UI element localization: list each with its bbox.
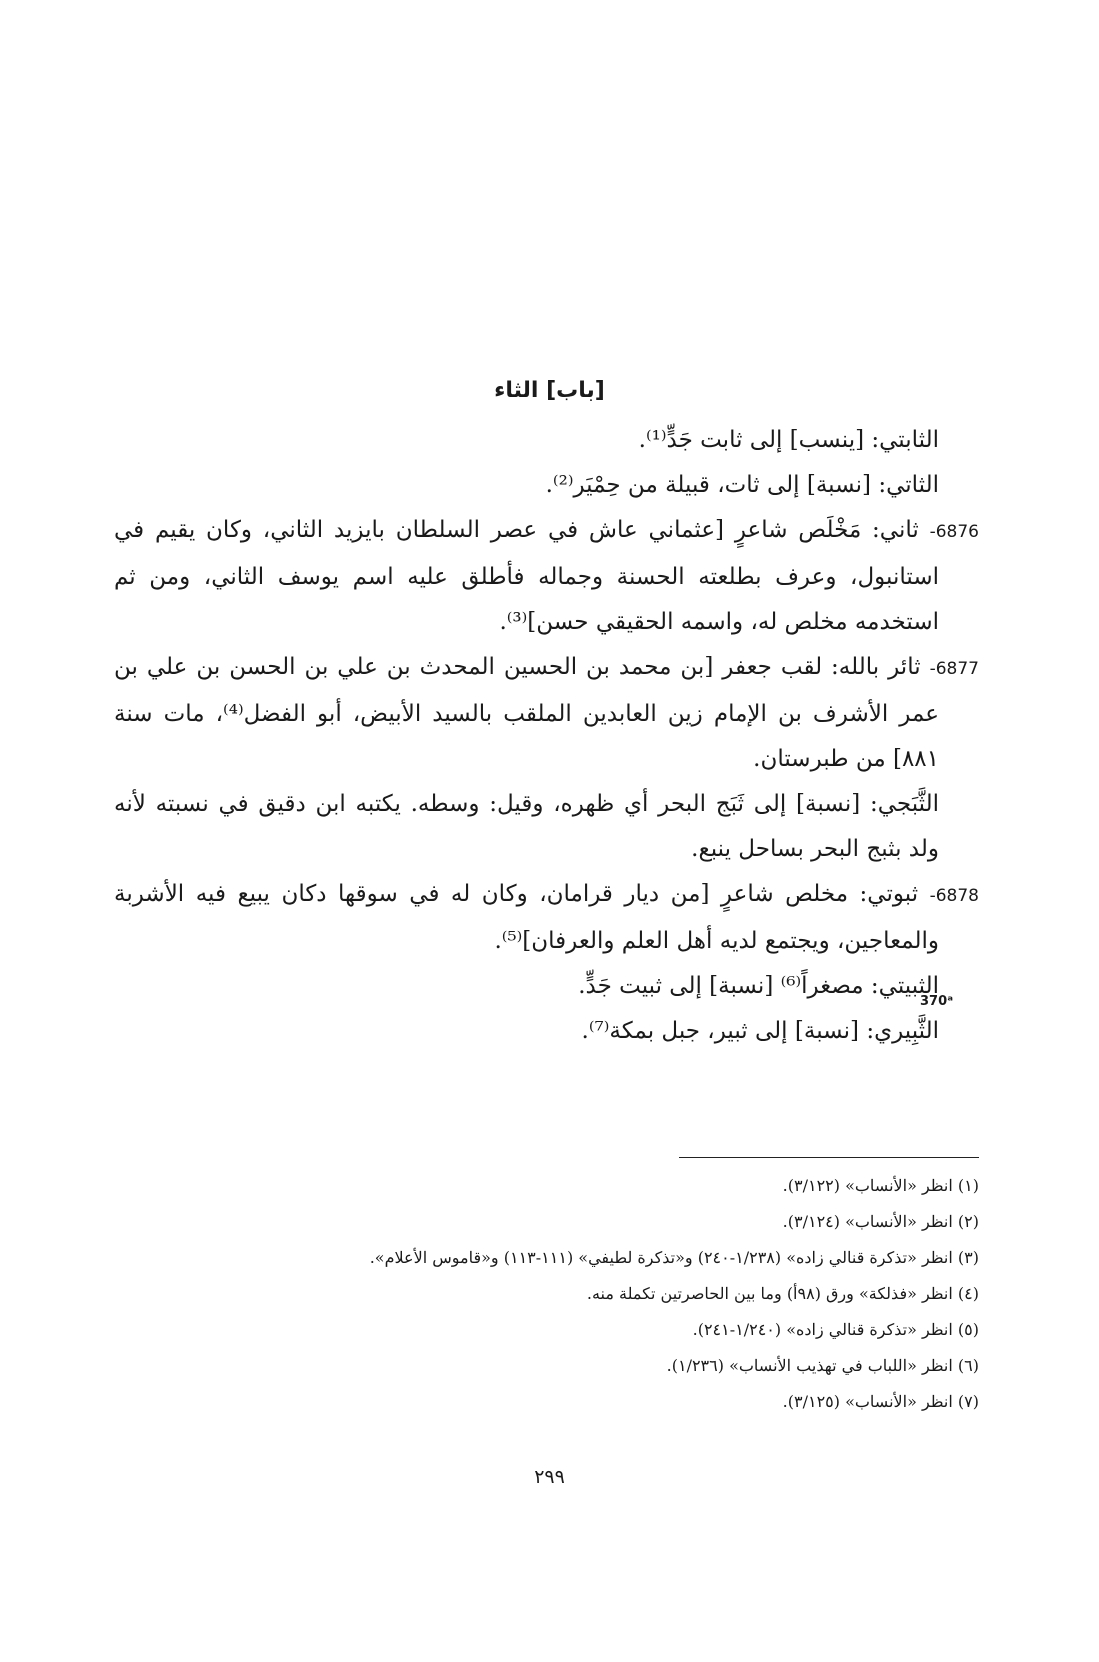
- entry-text: الثَّبِيري: [نسبة] إلى ثبير، جبل بمكة⁽⁷⁾.: [581, 1018, 939, 1044]
- footnote-divider: [679, 1157, 979, 1158]
- entry-number: 6876-: [929, 522, 979, 542]
- entry-text: الثَّبَجي: [نسبة] إلى ثَبَج البحر أي ظهره، وقيل: وسطه. يكتبه ابن دقيق في نسبته لأنه ولد بثبج البحر بساحل ينبع.: [114, 791, 939, 862]
- entry-text: ثائر بالله: لقب جعفر [بن محمد بن الحسين المحدث بن علي بن الحسن بن علي بن عمر الأشرف بن الإمام زين العابدين الملقب بالسيد الأبيض، أبو الفضل⁽⁴⁾، مات سنة ٨٨١] من طبرستان.: [114, 654, 939, 772]
- footnote-1: (١) انظر «الأنساب» (٣/١٢٢).: [782, 1176, 979, 1195]
- manuscript-folio-marker: 370ᵃ: [920, 994, 954, 1009]
- footnote-5: (٥) انظر «تذكرة قنالي زاده» (١/٢٤٠-٢٤١).: [692, 1320, 979, 1339]
- entry-thubayti: [114, 964, 979, 1009]
- footnote-3: (٣) انظر «تذكرة قنالي زاده» (١/٢٣٨-٢٤٠) و«تذكرة لطيفي» (١١١-١١٣) و«قاموس الأعلام».: [369, 1248, 979, 1267]
- entry-6877: [114, 645, 979, 782]
- entry-text: الثابتي: [ينسب] إلى ثابت جَدٍّ⁽¹⁾.: [638, 427, 939, 453]
- footnote-7: (٧) انظر «الأنساب» (٣/١٢٥).: [782, 1392, 979, 1411]
- entry-number: 6878-: [929, 886, 979, 906]
- page-number: ٢٩٩: [534, 1466, 565, 1488]
- chapter-title: [باب] الثاء: [494, 378, 605, 403]
- entry-thabiri: [114, 1009, 979, 1054]
- entry-text: الثبيتي: مصغراً⁽⁶⁾ [نسبة] إلى ثبيت جَدٍّ.: [578, 973, 939, 999]
- entry-thabaji: [114, 782, 979, 872]
- entry-text: ثاني: مَخْلَص شاعرٍ [عثماني عاش في عصر السلطان بايزيد الثاني، وكان يقيم في استانبول، وعرف بطلعته الحسنة وجماله فأطلق عليه اسم يوسف الثاني، ومن ثم استخدمه مخلص له، واسمه الحقيقي حسن]⁽³⁾.: [114, 517, 939, 635]
- footnotes: [114, 1168, 979, 1420]
- entry-thati: [114, 463, 979, 508]
- main-text: [114, 418, 979, 1054]
- entry-text: ثبوتي: مخلص شاعرٍ [من ديار قرامان، وكان له في سوقها دكان يبيع فيه الأشربة والمعاجين، ويجتمع لديه أهل العلم والعرفان]⁽⁵⁾.: [114, 881, 939, 954]
- footnote-4: (٤) انظر «فذلكة» ورق (٩٨أ) وما بين الحاصرتين تكملة منه.: [586, 1284, 979, 1303]
- entry-thabiti: [114, 418, 979, 463]
- footnote-6: (٦) انظر «اللباب في تهذيب الأنساب» (١/٢٣٦).: [666, 1356, 979, 1375]
- entry-number: 6877-: [929, 659, 979, 679]
- entry-6876: [114, 508, 979, 645]
- entry-text: الثاتي: [نسبة] إلى ثات، قبيلة من حِمْيَر⁽²⁾.: [545, 472, 939, 498]
- entry-6878: [114, 872, 979, 964]
- footnote-2: (٢) انظر «الأنساب» (٣/١٢٤).: [782, 1212, 979, 1231]
